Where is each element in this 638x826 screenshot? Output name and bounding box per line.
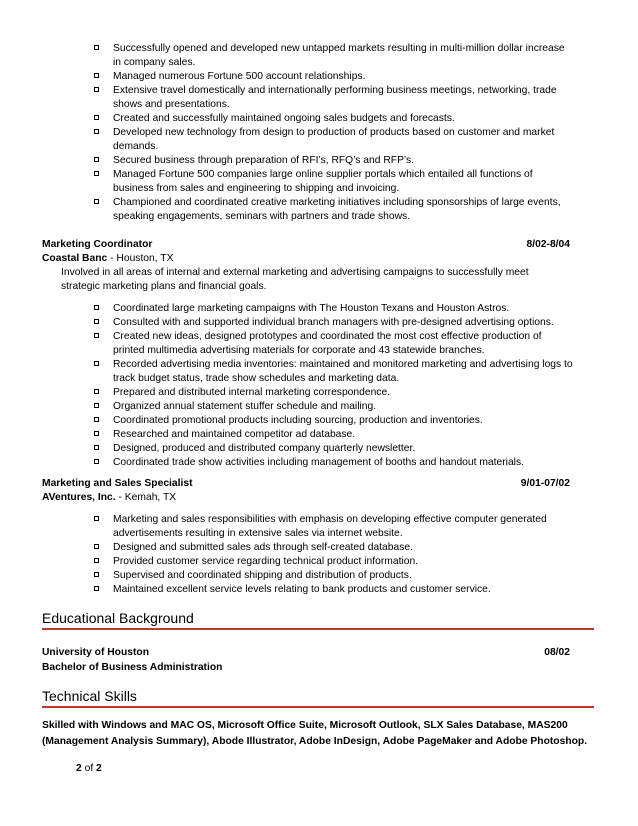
page-number [76, 762, 102, 776]
job-dates: 8/02-8/04 [526, 239, 570, 250]
square-bullet-icon [94, 319, 99, 324]
job1-bullet-list [94, 302, 574, 470]
bullet-item [94, 513, 574, 541]
section-title-technical-skills: Technical Skills [42, 687, 594, 708]
job-title: Marketing Coordinator [42, 239, 153, 250]
square-bullet-icon [94, 199, 99, 204]
company-location: - Kemah, TX [115, 492, 177, 503]
bullet-text: Consulted with and supported individual branch managers with pre-designed advertising options. [113, 317, 554, 328]
school-name: University of Houston [42, 647, 149, 658]
bullet-text: Designed and submitted sales ads through self-created database. [113, 542, 413, 553]
technical-skills-text: Skilled with Windows and MAC OS, Microsoft Office Suite, Microsoft Outlook, SLX Sales Database, MAS200 (Management Analysis Summary), Abode Illustrator, Adobe InDesign, Adobe PageMaker and Adobe Photoshop. [42, 720, 588, 747]
bullet-text: Managed Fortune 500 companies large online supplier portals which entailed all functions of business from sales and engineering to shipping and invoicing. [113, 169, 533, 194]
square-bullet-icon [94, 333, 99, 338]
bullet-text: Supervised and coordinated shipping and distribution of products. [113, 570, 412, 581]
bullet-item [94, 112, 574, 126]
bullet-item [94, 555, 574, 569]
bullet-item [94, 154, 574, 168]
bullet-item [94, 442, 574, 456]
job-company-line [42, 491, 176, 505]
current-page: 2 [76, 763, 82, 774]
bullet-text: Organized annual statement stuffer schedule and mailing. [113, 401, 377, 412]
square-bullet-icon [94, 45, 99, 50]
bullet-item [94, 358, 574, 386]
bullet-item [94, 330, 574, 358]
square-bullet-icon [94, 445, 99, 450]
bullet-item [94, 414, 574, 428]
bullet-item [94, 428, 574, 442]
square-bullet-icon [94, 157, 99, 162]
square-bullet-icon [94, 403, 99, 408]
bullet-text: Provided customer service regarding technical product information. [113, 556, 419, 567]
total-pages: 2 [96, 763, 102, 774]
bullet-text: Maintained excellent service levels relating to bank products and customer service. [113, 584, 491, 595]
bullet-item [94, 126, 574, 154]
square-bullet-icon [94, 417, 99, 422]
bullet-item [94, 456, 574, 470]
job-header-marketing-sales-specialist [42, 477, 570, 491]
bullet-item [94, 168, 574, 196]
job2-bullet-list [94, 513, 574, 597]
square-bullet-icon [94, 586, 99, 591]
bullet-item [94, 84, 574, 112]
square-bullet-icon [94, 516, 99, 521]
square-bullet-icon [94, 459, 99, 464]
bullet-text: Extensive travel domestically and internationally performing business meetings, networking, trade shows and presentations. [113, 85, 557, 110]
education-school-line [42, 645, 570, 660]
bullet-item [94, 400, 574, 414]
square-bullet-icon [94, 73, 99, 78]
job-title: Marketing and Sales Specialist [42, 478, 193, 489]
page-of-label: of [81, 763, 97, 774]
company-location: - Houston, TX [107, 253, 174, 264]
education-date: 08/02 [544, 647, 570, 658]
bullet-item [94, 196, 574, 224]
bullet-text: Prepared and distributed internal marketing correspondence. [113, 387, 391, 398]
bullet-text: Recorded advertising media inventories: maintained and monitored marketing and advertising logs to track budget status, trade show schedules and marketing data. [113, 359, 573, 384]
previous-job-bullet-list [94, 42, 574, 224]
square-bullet-icon [94, 115, 99, 120]
square-bullet-icon [94, 87, 99, 92]
square-bullet-icon [94, 544, 99, 549]
education-degree: Bachelor of Business Administration [42, 662, 223, 673]
job-header-marketing-coordinator [42, 238, 570, 252]
bullet-item [94, 302, 574, 316]
bullet-item [94, 541, 574, 555]
bullet-text: Designed, produced and distributed company quarterly newsletter. [113, 443, 416, 454]
bullet-text: Created and successfully maintained ongoing sales budgets and forecasts. [113, 113, 455, 124]
square-bullet-icon [94, 171, 99, 176]
bullet-text: Championed and coordinated creative marketing initiatives including sponsorships of large events, speaking engagements, seminars with partners and trade shows. [113, 197, 561, 222]
square-bullet-icon [94, 129, 99, 134]
square-bullet-icon [94, 361, 99, 366]
bullet-item [94, 316, 574, 330]
job-summary: Involved in all areas of internal and external marketing and advertising campaigns to successfully meet strategic marketing plans and financial goals. [61, 267, 529, 292]
bullet-item [94, 386, 574, 400]
bullet-text: Secured business through preparation of RFI’s, RFQ’s and RFP’s. [113, 155, 415, 166]
bullet-item [94, 42, 574, 70]
bullet-text: Researched and maintained competitor ad database. [113, 429, 356, 440]
bullet-text: Managed numerous Fortune 500 account relationships. [113, 71, 366, 82]
job-dates: 9/01-07/02 [520, 478, 570, 489]
company-name: AVentures, Inc. [42, 492, 116, 503]
bullet-text: Created new ideas, designed prototypes and coordinated the most cost effective production of printed multimedia advertising materials for corporate and 43 statewide branches. [113, 331, 542, 356]
bullet-text: Marketing and sales responsibilities with emphasis on developing effective computer generated advertisements resulting in extensive sales via internet website. [113, 514, 547, 539]
bullet-text: Successfully opened and developed new untapped markets resulting in multi-million dollar increase in company sales. [113, 43, 565, 68]
bullet-text: Coordinated trade show activities including management of booths and handout materials. [113, 457, 524, 468]
bullet-text: Developed new technology from design to production of products based on customer and market demands. [113, 127, 555, 152]
square-bullet-icon [94, 572, 99, 577]
square-bullet-icon [94, 305, 99, 310]
bullet-item [94, 70, 574, 84]
bullet-text: Coordinated promotional products including sourcing, production and inventories. [113, 415, 483, 426]
bullet-text: Coordinated large marketing campaigns with The Houston Texans and Houston Astros. [113, 303, 510, 314]
company-name: Coastal Banc [42, 253, 108, 264]
square-bullet-icon [94, 431, 99, 436]
job-company-line [42, 252, 173, 266]
square-bullet-icon [94, 389, 99, 394]
bullet-item [94, 569, 574, 583]
bullet-item [94, 583, 574, 597]
square-bullet-icon [94, 558, 99, 563]
section-title-education: Educational Background [42, 609, 594, 630]
